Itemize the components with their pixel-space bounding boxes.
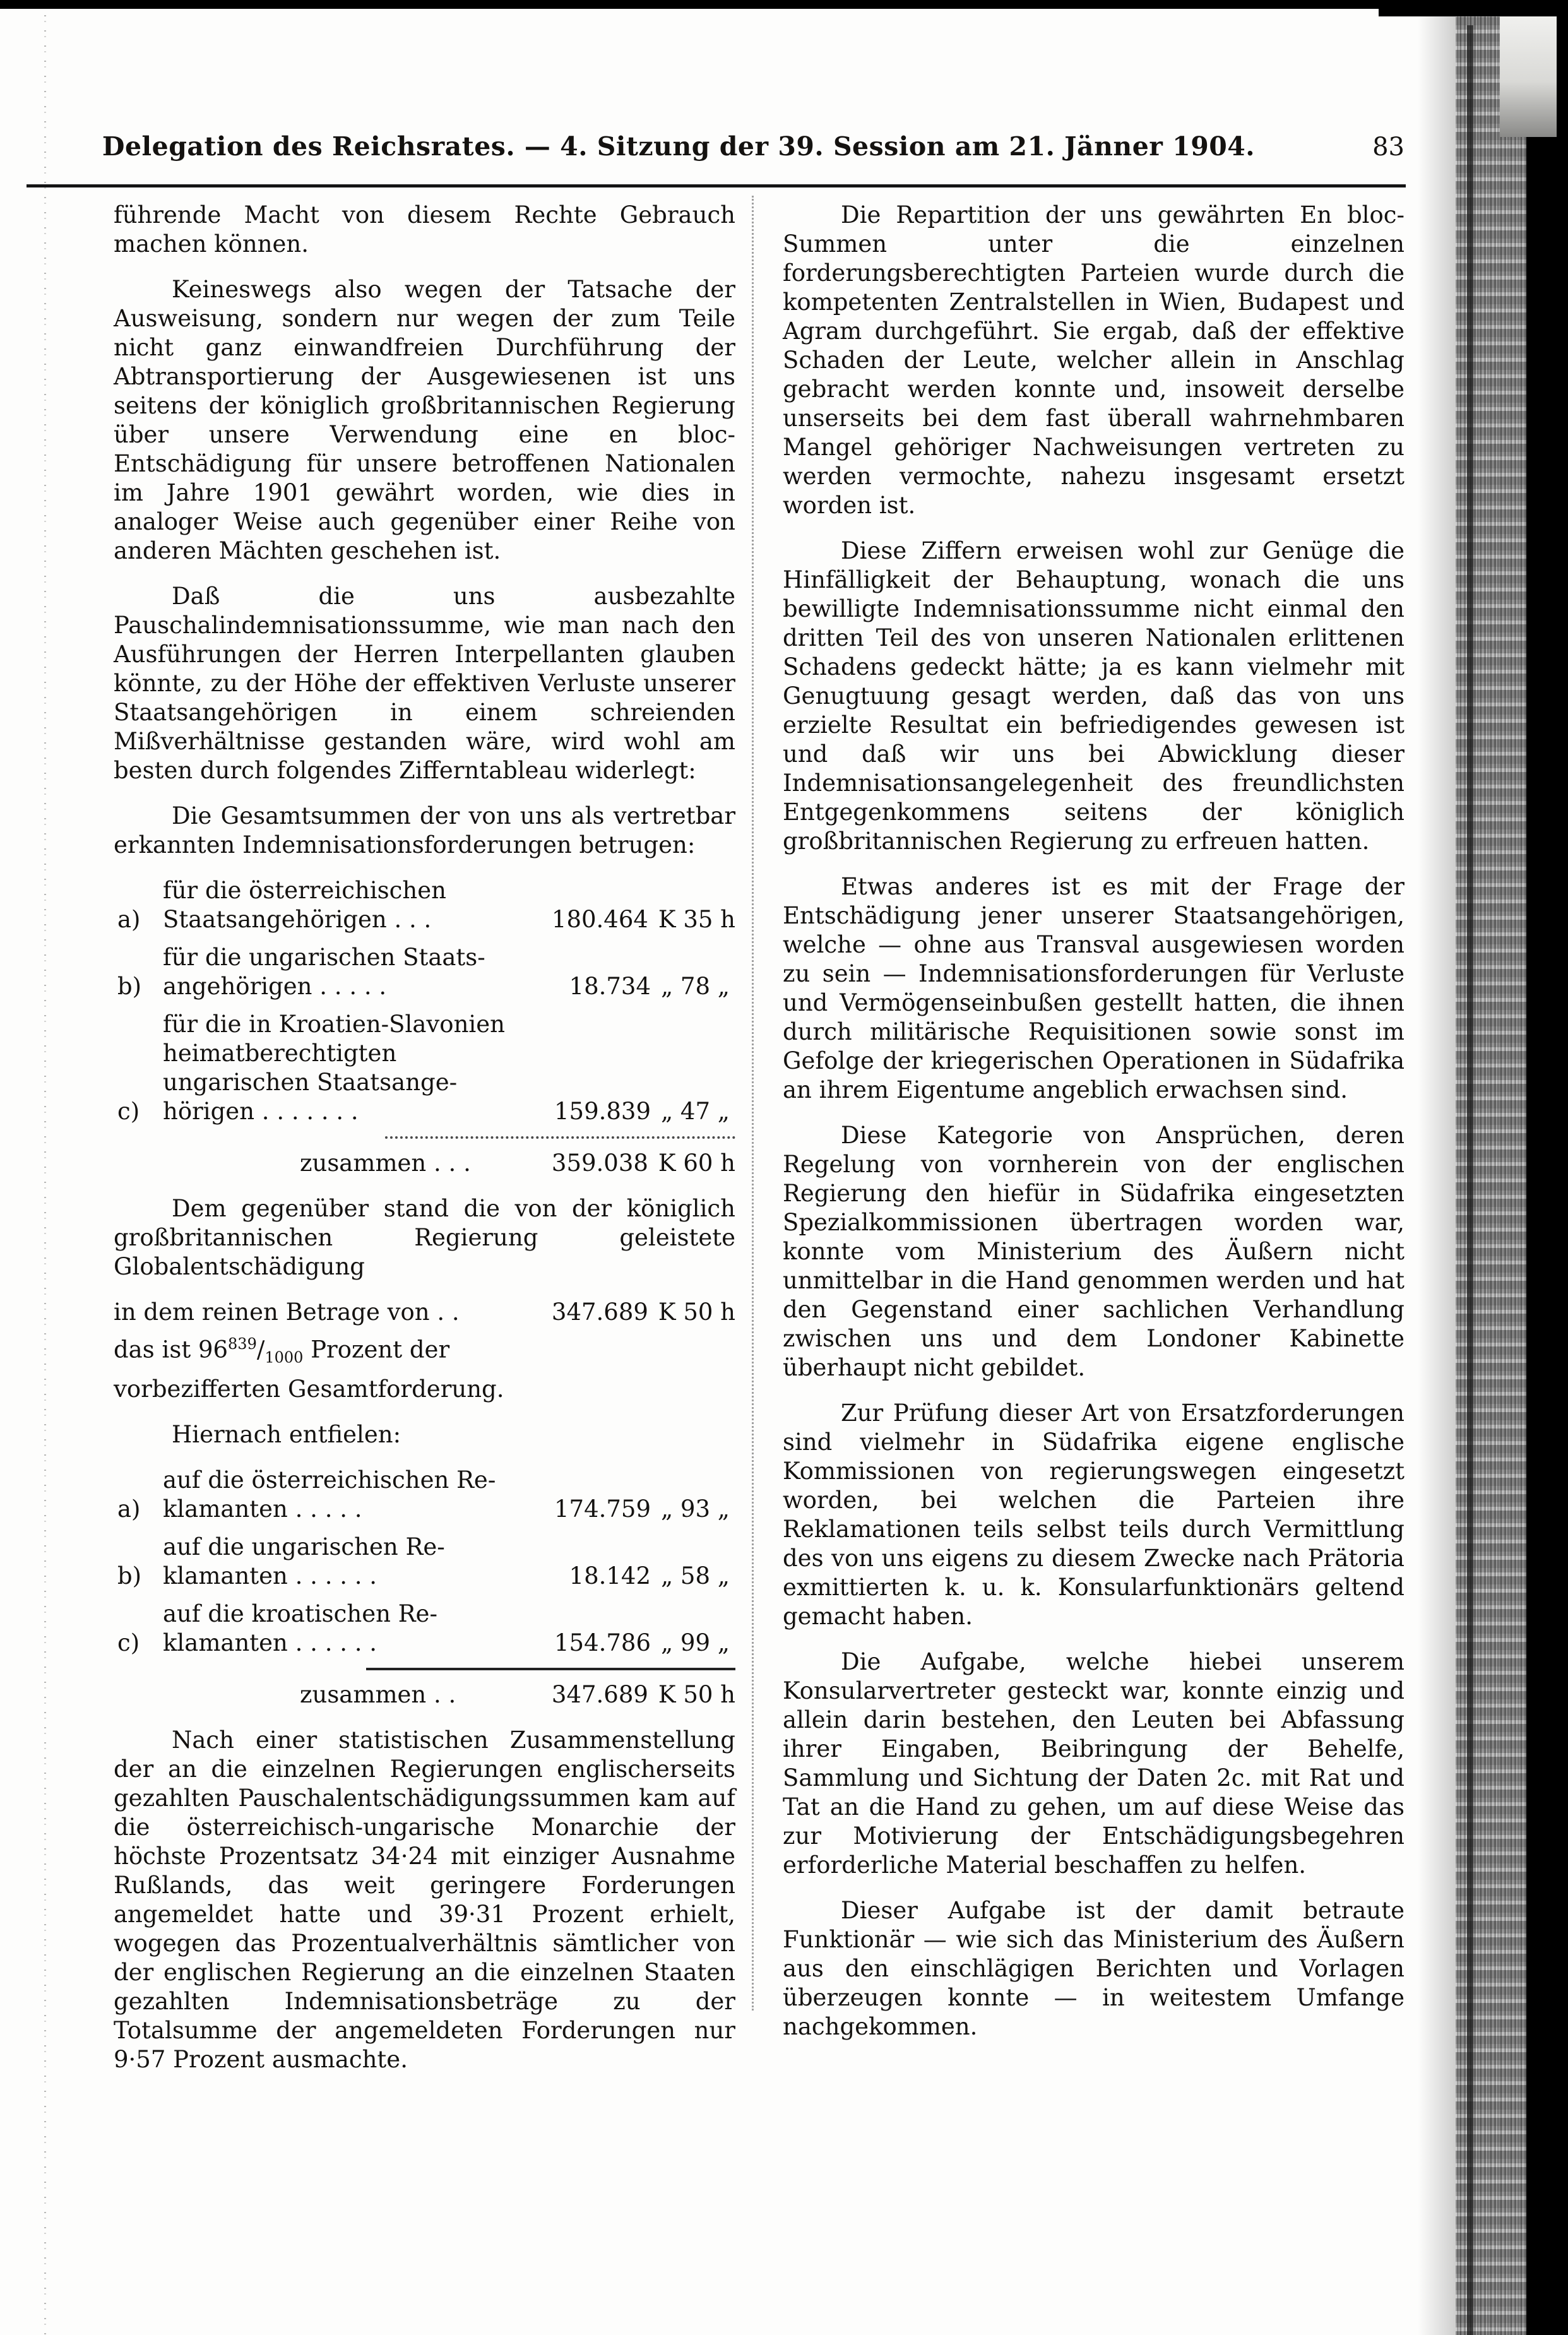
amount-unit: „ 47 „ [661,1098,730,1125]
percent-line [114,1329,735,1372]
table-row [114,1533,735,1591]
table-row [114,1466,735,1524]
total-label: zusammen . . . [300,1150,471,1177]
right-column [783,201,1405,2041]
amount-unit: „ 93 „ [661,1495,730,1523]
column-divider [752,196,754,2011]
percent-line-2: vorbezifferten Gesamtforderung. [114,1375,504,1403]
amount-number: 18.734 [569,973,651,1000]
row-label-line: für die ungarischen Staats- [163,944,485,971]
row-label-line: ungarischen Staatsange- [163,1069,458,1096]
scan-border-top-right [1379,0,1568,16]
running-head [47,131,1405,162]
amount-number: 359.038 [551,1150,648,1177]
amount-unit: K 50 h [658,1298,735,1326]
row-label [163,1466,550,1524]
row-label [163,876,547,934]
row-marker: c) [117,1098,140,1125]
paragraph: Daß die uns ausbezahlte Pauschalindemnisationssumme, wie man nach den Ausführungen der Herren Interpellanten glauben könnte, zu der Höhe der effektiven Verluste unserer Staatsangehörigen in einem schreienden Mißverhältnisse gestanden wäre, wird wohl am besten durch folgendes Zifferntableau widerlegt: [114,583,735,784]
sum-rule [366,1668,735,1670]
row-amount [550,972,735,1001]
amount-number: 180.464 [551,906,648,933]
table-total-row [114,1149,735,1178]
amount-unit: „ 58 „ [661,1562,730,1589]
amount-unit: K 60 h [658,1150,735,1177]
table-row [114,1600,735,1658]
row-marker: a) [117,906,141,933]
betrag-line [114,1298,735,1327]
amount-number: 174.759 [554,1495,651,1523]
paragraph: Die Repartition der uns gewährten En bloc-Summen unter die einzelnen forderungsberechtigten Parteien wurde durch die kompetenten Zentralstellen in Wien, Budapest und Agram durchgeführt. Sie ergab, daß der effektive Schaden der Leute, welcher allein in Anschlag gebracht werden konnte und, insoweit derselbe unserseits bei dem fast überall wahrnehmbaren Mangel gehöriger Nachweisungen vertreten zu werden vermochte, nahezu insgesamt ersetzt worden ist. [783,201,1405,519]
scan-border-right [1526,0,1568,2335]
row-label-line: angehörigen . . . . . [163,973,387,1000]
paragraph: Diese Kategorie von Ansprüchen, deren Regelung von vornherein von der englischen Regierung den hiefür in Südafrika eingesetzten Spezialkommissionen übertragen worden war, konnte vom Ministerium des Äußern nicht unmittelbar in die Hand genommen werden und hat den Gegenstand einer sachlichen Verhandlung zwischen uns und dem Londoner Kabinette überhaupt nicht gebildet. [783,1122,1405,1381]
claims-table-forderungen [114,876,735,1178]
fraction-numerator: 839 [228,1335,257,1353]
amount-number: 347.689 [551,1298,648,1326]
row-label-line: Staatsangehörigen . . . [163,906,432,933]
row-label-line: auf die kroatischen Re- [163,1600,437,1627]
amount-number: 159.839 [554,1098,651,1125]
paragraph: Die Aufgabe, welche hiebei unserem Konsularvertreter gesteckt war, konnte einzig und allein darin bestehen, den Leuten bei Abfassung ihrer Eingaben, Beibringung der Behelfe, Sammlung und Sichtung der Daten 2c. mit Rat und Tat an die Hand zu gehen, um auf diese Weise das zur Motivierung der Entschädigungsbegehren erforderliche Material beschaffen zu helfen. [783,1648,1405,1879]
claims-table-entfielen [114,1466,735,1709]
paragraph: Etwas anderes ist es mit der Frage der Entschädigung jener unserer Staatsangehörigen, welche — ohne aus Transval ausgewiesen worden zu sein — Indemnisationsforderungen für Verluste und Vermögenseinbußen gestellt hatten, die ihnen durch militärische Requisitionen sowie sonst im Gefolge der kriegerischen Operationen in Südafrika an ihrem Eigentume angeblich erwachsen sind. [783,873,1405,1103]
fraction-slash: / [256,1336,265,1364]
row-marker: a) [117,1495,141,1523]
table-row [114,876,735,934]
table-total-row [114,1680,735,1709]
page-number: 83 [1372,133,1405,162]
row-label [163,943,550,1001]
row-amount [550,1495,735,1524]
scan-border-top [0,0,1568,9]
total-label: zusammen . . [300,1680,456,1708]
book-edge-dark-line [1467,25,1473,2335]
amount-number: 18.142 [569,1562,651,1589]
sum-rule [385,1136,735,1139]
book-page-edges [1456,9,1526,2335]
table-row [114,1010,735,1126]
percent-suffix: Prozent der [303,1336,450,1364]
row-marker: c) [117,1629,140,1656]
percent-prefix: das ist 96 [114,1336,229,1364]
book-edge-shadow [1418,9,1456,2335]
header-rule [27,184,1406,187]
row-label-line: heimatberechtigten [163,1040,397,1067]
betrag-label: in dem reinen Betrage von . . [114,1298,460,1326]
amount-number: 154.786 [554,1629,651,1656]
total-amount [547,1149,735,1178]
scan-fold-line [44,0,46,2335]
paragraph: Zur Prüfung dieser Art von Ersatzforderungen sind vielmehr in Südafrika eigene englische Kommissionen von regierungswegen eingesetzt worden, bei welchen die Parteien ihre Reklamationen teils selbst teils durch Vermittlung des von uns eigens zu diesem Zwecke nach Prätoria exmittierten k. u. k. Konsularfunktionärs geltend gemacht haben. [783,1399,1405,1630]
row-label-line: für die österreichischen [163,877,446,904]
book-page-stack-top [1500,14,1557,137]
row-label-line: klamanten . . . . . [163,1495,362,1523]
row-amount [550,1629,735,1658]
row-label-line: hörigen . . . . . . . [163,1098,359,1125]
row-label [163,1010,550,1126]
row-amount [547,905,735,934]
row-marker: b) [117,1562,142,1589]
page-title: Delegation des Reichsrates. — 4. Sitzung der 39. Session am 21. Jänner 1904. [102,131,1256,162]
row-label-line: klamanten . . . . . . [163,1562,377,1589]
row-label-line: klamanten . . . . . . [163,1629,377,1656]
table-row [114,943,735,1001]
paragraph: Nach einer statistischen Zusammenstellung der an die einzelnen Regierungen englischerseits gezahlten Pauschalentschädigungssummen kam auf die österreichisch-ungarische Monarchie der höchste Prozentsatz 34·24 mit einziger Ausnahme Rußlands, das weit geringere Forderungen angemeldet hatte und 39·31 Prozent erhielt, wogegen das Prozentualverhältnis sämtlicher von der englischen Regierung an die einzelnen Staaten gezahlten Indemnisationsbeträge zu der Totalsumme der angemeldeten Forderungen nur 9·57 Prozent ausmachte. [114,1726,735,2073]
row-amount [550,1097,735,1126]
betrag-amount [547,1298,735,1327]
row-label-line: für die in Kroatien-Slavonien [163,1011,505,1038]
betrag-block [114,1298,735,1404]
amount-unit: K 35 h [658,906,735,933]
row-label [163,1600,550,1658]
paragraph: Diese Ziffern erweisen wohl zur Genüge die Hinfälligkeit der Behauptung, wonach die uns bewilligte Indemnisationssumme nicht einmal den dritten Teil des von unseren Nationalen erlittenen Schadens gedeckt hätte; ja es kann vielmehr mit Genugtuung gesagt werden, daß das von uns erzielte Resultat ein befriedigendes gewesen ist und daß wir uns bei Abwicklung dieser Indemnisationsangelegenheit des freundlichsten Entgegenkommens seitens der königlich großbritannischen Regierung zu erfreuen hatten. [783,537,1405,855]
row-amount [550,1562,735,1591]
row-label-line: auf die ungarischen Re- [163,1533,445,1560]
paragraph: Dem gegenüber stand die von der königlich großbritannischen Regierung geleistete Globalentschädigung [114,1195,735,1280]
amount-unit: K 50 h [658,1680,735,1708]
row-label [163,1533,550,1591]
left-column [114,201,735,2074]
amount-unit: „ 78 „ [661,973,730,1000]
fraction-denominator: 1000 [264,1348,304,1367]
paragraph: Die Gesamtsummen der von uns als vertretbar erkannten Indemnisationsforderungen betrugen: [114,802,735,859]
total-amount [547,1680,735,1709]
paragraph: Keineswegs also wegen der Tatsache der Ausweisung, sondern nur wegen der zum Teile nicht ganz einwandfreien Durchführung der Abtransportierung der Ausgewiesenen ist uns seitens der königlich großbritannischen Regierung über unsere Verwendung eine en bloc-Entschädigung für unsere betroffenen Nationalen im Jahre 1901 gewährt worden, wie dies in analoger Weise auch gegenüber einer Reihe von anderen Mächten geschehen ist. [114,276,735,564]
row-marker: b) [117,973,142,1000]
amount-number: 347.689 [551,1680,648,1708]
paragraph: Hiernach entfielen: [172,1420,401,1448]
paragraph: Dieser Aufgabe ist der damit betraute Funktionär — wie sich das Ministerium des Äußern aus den einschlägigen Berichten und Vorlagen überzeugen konnte — in weitestem Umfange nachgekommen. [783,1897,1405,2040]
row-label-line: auf die österreichischen Re- [163,1466,496,1494]
amount-unit: „ 99 „ [661,1629,730,1656]
paragraph: führende Macht von diesem Rechte Gebrauch machen können. [114,201,735,258]
